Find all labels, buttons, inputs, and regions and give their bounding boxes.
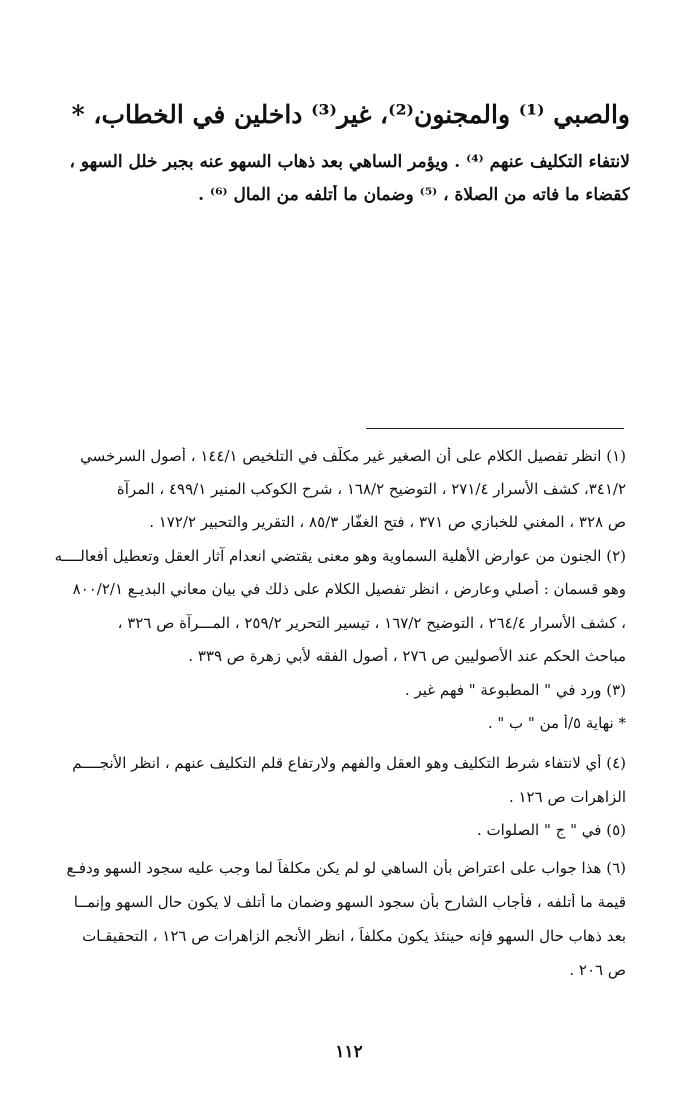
footnote-line-12: (٥) في " ج " الصلوات .: [476, 821, 626, 839]
footnote-line-5: وهو قسمان : أصلي وعارض ، انظر تفصيل الكلام على ذلك في بيان معاني البديـع ٨٠٠/٢/١: [72, 580, 626, 598]
footnote-line-10: (٤) أي لانتفاء شرط التكليف وهو العقل والفهم ولارتفاع قلم التكليف عنهم ، انظر الأنجــــم: [72, 754, 626, 772]
footnote-line-11: الزاهرات ص ١٢٦ .: [508, 788, 626, 806]
main-text-line-1: والصبي ⁽¹⁾ والمجنون⁽²⁾، غير⁽³⁾ داخلين في الخطاب، *: [71, 100, 630, 129]
footnote-line-4: (٢) الجنون من عوارض الأهلية السماوية وهو معنى يقتضي انعدام آثار العقل وتعطيل أفعالــــه: [54, 547, 626, 565]
footnote-line-15: بعد ذهاب حال السهو فإنه حينئذ يكون مكلفاً ، انظر الأنجم الزاهرات ص ١٢٦ ، التحقيقـات: [82, 927, 626, 945]
footnote-line-7: مباحث الحكم عند الأصوليين ص ٢٧٦ ، أصول الفقه لأبي زهرة ص ٣٣٩ .: [188, 647, 626, 665]
footnote-divider: [366, 428, 624, 429]
footnote-line-14: قيمة ما أتلفه ، فأجاب الشارح بأن سجود السهو وضمان ما أتلف لا يكون حال السهو وإنمــا: [73, 893, 626, 911]
footnote-line-13: (٦) هذا جواب على اعتراض بأن الساهي لو لم يكن مكلفاً لما وجب عليه سجود السهو ودفـع: [66, 859, 626, 877]
footnote-line-8: (٣) ورد في " المطبوعة " فهم غير .: [404, 681, 626, 699]
footnote-line-9: * نهاية ٥/أ من " ب " .: [487, 714, 626, 732]
footnote-line-16: ص ٢٠٦ .: [569, 961, 626, 979]
page-number: ١١٢: [335, 1042, 363, 1062]
footnote-line-1: (١) انظر تفصيل الكلام على أن الصغير غير مكلّف في التلخيص ١٤٤/١ ، أصول السرخسي: [80, 447, 626, 465]
footnote-line-2: ٣٤١/٢، كشف الأسرار ٢٧١/٤ ، التوضيح ١٦٨/٢ ، شرح الكوكب المنير ٤٩٩/١ ، المرآة: [116, 480, 626, 498]
main-text-line-2: لانتفاء التكليف عنهم ⁽⁴⁾ . ويؤمر الساهي بعد ذهاب السهو عنه بجبر خلل السهو ،: [69, 152, 630, 172]
footnote-line-6: ، كشف الأسرار ٢٦٤/٤ ، التوضيح ١٦٧/٢ ، تيسير التحرير ٢٥٩/٢ ، المـــرآة ص ٣٢٦ ،: [117, 614, 626, 632]
main-text-line-3: كقضاء ما فاته من الصلاة ، ⁽⁵⁾ وضمان ما أتلفه من المال ⁽⁶⁾ .: [198, 185, 630, 205]
footnote-line-3: ص ٣٢٨ ، المغني للخبازي ص ٣٧١ ، فتح الغفّار ٨٥/٣ ، التقرير والتحبير ١٧٢/٢ .: [149, 513, 626, 531]
